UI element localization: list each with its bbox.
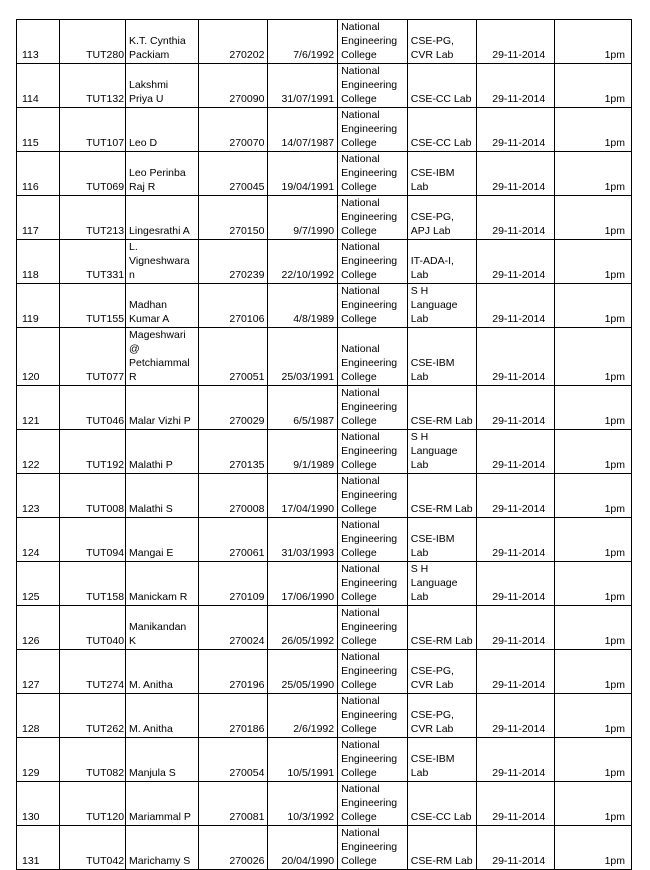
exam-time-cell: 1pm [555, 284, 632, 328]
date-of-birth-cell: 6/5/1987 [268, 386, 338, 430]
table-row [17, 694, 632, 738]
lab-venue-cell: CSE-IBM Lab [407, 328, 477, 386]
exam-time-cell: 1pm [555, 240, 632, 284]
serial-number-cell: 119 [17, 284, 60, 328]
lab-venue-cell: CSE-PG, CVR Lab [407, 650, 477, 694]
candidate-name-cell: Lakshmi Priya U [126, 64, 199, 108]
serial-number-cell: 116 [17, 152, 60, 196]
candidate-code-cell: TUT262 [60, 694, 126, 738]
exam-time-cell: 1pm [555, 20, 632, 64]
candidate-code-cell: TUT132 [60, 64, 126, 108]
exam-date-cell: 29-11-2014 [477, 284, 555, 328]
table-row [17, 606, 632, 650]
register-number-cell: 270239 [198, 240, 268, 284]
exam-time-cell: 1pm [555, 328, 632, 386]
register-number-cell: 270045 [198, 152, 268, 196]
exam-time-cell: 1pm [555, 152, 632, 196]
exam-time-cell: 1pm [555, 606, 632, 650]
date-of-birth-cell: 22/10/1992 [268, 240, 338, 284]
register-number-cell: 270061 [198, 518, 268, 562]
college-cell: National Engineering College [338, 240, 408, 284]
lab-venue-cell: CSE-RM Lab [407, 826, 477, 870]
date-of-birth-cell: 25/05/1990 [268, 650, 338, 694]
exam-date-cell: 29-11-2014 [477, 826, 555, 870]
table-row [17, 474, 632, 518]
candidate-code-cell: TUT192 [60, 430, 126, 474]
register-number-cell: 270051 [198, 328, 268, 386]
serial-number-cell: 131 [17, 826, 60, 870]
register-number-cell: 270150 [198, 196, 268, 240]
exam-date-cell: 29-11-2014 [477, 64, 555, 108]
serial-number-cell: 128 [17, 694, 60, 738]
exam-date-cell: 29-11-2014 [477, 562, 555, 606]
register-number-cell: 270106 [198, 284, 268, 328]
candidate-code-cell: TUT107 [60, 108, 126, 152]
date-of-birth-cell: 10/5/1991 [268, 738, 338, 782]
candidate-name-cell: Lingesrathi A [126, 196, 199, 240]
exam-time-cell: 1pm [555, 650, 632, 694]
candidate-code-cell: TUT331 [60, 240, 126, 284]
register-number-cell: 270109 [198, 562, 268, 606]
serial-number-cell: 118 [17, 240, 60, 284]
candidate-name-cell: Manikandan K [126, 606, 199, 650]
college-cell: National Engineering College [338, 430, 408, 474]
candidate-code-cell: TUT077 [60, 328, 126, 386]
exam-time-cell: 1pm [555, 196, 632, 240]
exam-date-cell: 29-11-2014 [477, 108, 555, 152]
date-of-birth-cell: 17/06/1990 [268, 562, 338, 606]
exam-date-cell: 29-11-2014 [477, 430, 555, 474]
serial-number-cell: 124 [17, 518, 60, 562]
exam-time-cell: 1pm [555, 430, 632, 474]
table-row [17, 650, 632, 694]
allotment-sheet [16, 19, 632, 870]
candidate-code-cell: TUT158 [60, 562, 126, 606]
college-cell: National Engineering College [338, 284, 408, 328]
register-number-cell: 270081 [198, 782, 268, 826]
candidate-name-cell: K.T. Cynthia Packiam [126, 20, 199, 64]
college-cell: National Engineering College [338, 474, 408, 518]
serial-number-cell: 127 [17, 650, 60, 694]
serial-number-cell: 114 [17, 64, 60, 108]
candidate-code-cell: TUT008 [60, 474, 126, 518]
candidate-name-cell: Leo D [126, 108, 199, 152]
table-row [17, 240, 632, 284]
exam-date-cell: 29-11-2014 [477, 20, 555, 64]
lab-venue-cell: CSE-CC Lab [407, 108, 477, 152]
table-row [17, 386, 632, 430]
candidate-name-cell: Manjula S [126, 738, 199, 782]
college-cell: National Engineering College [338, 694, 408, 738]
serial-number-cell: 121 [17, 386, 60, 430]
exam-time-cell: 1pm [555, 782, 632, 826]
date-of-birth-cell: 20/04/1990 [268, 826, 338, 870]
date-of-birth-cell: 19/04/1991 [268, 152, 338, 196]
table-row [17, 284, 632, 328]
candidate-code-cell: TUT120 [60, 782, 126, 826]
college-cell: National Engineering College [338, 826, 408, 870]
candidate-name-cell: Mariammal P [126, 782, 199, 826]
allotment-table [16, 19, 632, 870]
exam-time-cell: 1pm [555, 474, 632, 518]
college-cell: National Engineering College [338, 328, 408, 386]
lab-venue-cell: S H Language Lab [407, 430, 477, 474]
lab-venue-cell: CSE-IBM Lab [407, 152, 477, 196]
register-number-cell: 270186 [198, 694, 268, 738]
date-of-birth-cell: 2/6/1992 [268, 694, 338, 738]
college-cell: National Engineering College [338, 20, 408, 64]
college-cell: National Engineering College [338, 606, 408, 650]
table-row [17, 20, 632, 64]
table-row [17, 152, 632, 196]
table-row [17, 108, 632, 152]
college-cell: National Engineering College [338, 196, 408, 240]
serial-number-cell: 117 [17, 196, 60, 240]
exam-date-cell: 29-11-2014 [477, 386, 555, 430]
lab-venue-cell: S H Language Lab [407, 562, 477, 606]
serial-number-cell: 130 [17, 782, 60, 826]
exam-time-cell: 1pm [555, 386, 632, 430]
date-of-birth-cell: 4/8/1989 [268, 284, 338, 328]
lab-venue-cell: S H Language Lab [407, 284, 477, 328]
serial-number-cell: 125 [17, 562, 60, 606]
lab-venue-cell: CSE-RM Lab [407, 474, 477, 518]
serial-number-cell: 120 [17, 328, 60, 386]
table-row [17, 562, 632, 606]
candidate-name-cell: M. Anitha [126, 650, 199, 694]
lab-venue-cell: CSE-RM Lab [407, 606, 477, 650]
date-of-birth-cell: 10/3/1992 [268, 782, 338, 826]
candidate-name-cell: Madhan Kumar A [126, 284, 199, 328]
register-number-cell: 270024 [198, 606, 268, 650]
candidate-name-cell: Malar Vizhi P [126, 386, 199, 430]
date-of-birth-cell: 17/04/1990 [268, 474, 338, 518]
serial-number-cell: 115 [17, 108, 60, 152]
candidate-code-cell: TUT094 [60, 518, 126, 562]
serial-number-cell: 129 [17, 738, 60, 782]
exam-date-cell: 29-11-2014 [477, 782, 555, 826]
exam-date-cell: 29-11-2014 [477, 474, 555, 518]
table-row [17, 328, 632, 386]
candidate-code-cell: TUT042 [60, 826, 126, 870]
date-of-birth-cell: 31/03/1993 [268, 518, 338, 562]
exam-time-cell: 1pm [555, 826, 632, 870]
exam-date-cell: 29-11-2014 [477, 518, 555, 562]
candidate-name-cell: L. Vigneshwaran [126, 240, 199, 284]
serial-number-cell: 113 [17, 20, 60, 64]
lab-venue-cell: CSE-PG, APJ Lab [407, 196, 477, 240]
lab-venue-cell: CSE-IBM Lab [407, 518, 477, 562]
register-number-cell: 270029 [198, 386, 268, 430]
date-of-birth-cell: 9/7/1990 [268, 196, 338, 240]
table-row [17, 430, 632, 474]
exam-time-cell: 1pm [555, 738, 632, 782]
candidate-name-cell: Mangai E [126, 518, 199, 562]
exam-date-cell: 29-11-2014 [477, 328, 555, 386]
candidate-name-cell: Mageshwari @ Petchiammal R [126, 328, 199, 386]
lab-venue-cell: CSE-PG, CVR Lab [407, 20, 477, 64]
table-row [17, 518, 632, 562]
candidate-code-cell: TUT082 [60, 738, 126, 782]
exam-date-cell: 29-11-2014 [477, 152, 555, 196]
exam-time-cell: 1pm [555, 64, 632, 108]
register-number-cell: 270202 [198, 20, 268, 64]
exam-time-cell: 1pm [555, 694, 632, 738]
date-of-birth-cell: 7/6/1992 [268, 20, 338, 64]
allotment-table-body [17, 20, 632, 870]
college-cell: National Engineering College [338, 650, 408, 694]
serial-number-cell: 126 [17, 606, 60, 650]
register-number-cell: 270196 [198, 650, 268, 694]
candidate-code-cell: TUT213 [60, 196, 126, 240]
exam-time-cell: 1pm [555, 562, 632, 606]
lab-venue-cell: CSE-PG, CVR Lab [407, 694, 477, 738]
exam-date-cell: 29-11-2014 [477, 650, 555, 694]
lab-venue-cell: CSE-RM Lab [407, 386, 477, 430]
register-number-cell: 270090 [198, 64, 268, 108]
lab-venue-cell: CSE-IBM Lab [407, 738, 477, 782]
candidate-code-cell: TUT280 [60, 20, 126, 64]
table-row [17, 196, 632, 240]
candidate-name-cell: Leo Perinba Raj R [126, 152, 199, 196]
candidate-code-cell: TUT155 [60, 284, 126, 328]
table-row [17, 782, 632, 826]
candidate-code-cell: TUT069 [60, 152, 126, 196]
exam-date-cell: 29-11-2014 [477, 196, 555, 240]
register-number-cell: 270026 [198, 826, 268, 870]
exam-date-cell: 29-11-2014 [477, 606, 555, 650]
candidate-code-cell: TUT046 [60, 386, 126, 430]
register-number-cell: 270054 [198, 738, 268, 782]
lab-venue-cell: CSE-CC Lab [407, 64, 477, 108]
register-number-cell: 270070 [198, 108, 268, 152]
candidate-code-cell: TUT040 [60, 606, 126, 650]
lab-venue-cell: CSE-CC Lab [407, 782, 477, 826]
exam-time-cell: 1pm [555, 518, 632, 562]
register-number-cell: 270135 [198, 430, 268, 474]
exam-date-cell: 29-11-2014 [477, 694, 555, 738]
lab-venue-cell: IT-ADA-I, Lab [407, 240, 477, 284]
register-number-cell: 270008 [198, 474, 268, 518]
college-cell: National Engineering College [338, 738, 408, 782]
college-cell: National Engineering College [338, 562, 408, 606]
candidate-name-cell: Manickam R [126, 562, 199, 606]
exam-date-cell: 29-11-2014 [477, 240, 555, 284]
candidate-name-cell: Malathi S [126, 474, 199, 518]
serial-number-cell: 122 [17, 430, 60, 474]
date-of-birth-cell: 26/05/1992 [268, 606, 338, 650]
college-cell: National Engineering College [338, 518, 408, 562]
candidate-code-cell: TUT274 [60, 650, 126, 694]
college-cell: National Engineering College [338, 782, 408, 826]
exam-date-cell: 29-11-2014 [477, 738, 555, 782]
candidate-name-cell: Malathi P [126, 430, 199, 474]
candidate-name-cell: Marichamy S [126, 826, 199, 870]
table-row [17, 826, 632, 870]
date-of-birth-cell: 31/07/1991 [268, 64, 338, 108]
candidate-name-cell: M. Anitha [126, 694, 199, 738]
college-cell: National Engineering College [338, 64, 408, 108]
table-row [17, 738, 632, 782]
date-of-birth-cell: 25/03/1991 [268, 328, 338, 386]
date-of-birth-cell: 9/1/1989 [268, 430, 338, 474]
college-cell: National Engineering College [338, 386, 408, 430]
serial-number-cell: 123 [17, 474, 60, 518]
exam-time-cell: 1pm [555, 108, 632, 152]
college-cell: National Engineering College [338, 152, 408, 196]
table-row [17, 64, 632, 108]
college-cell: National Engineering College [338, 108, 408, 152]
date-of-birth-cell: 14/07/1987 [268, 108, 338, 152]
